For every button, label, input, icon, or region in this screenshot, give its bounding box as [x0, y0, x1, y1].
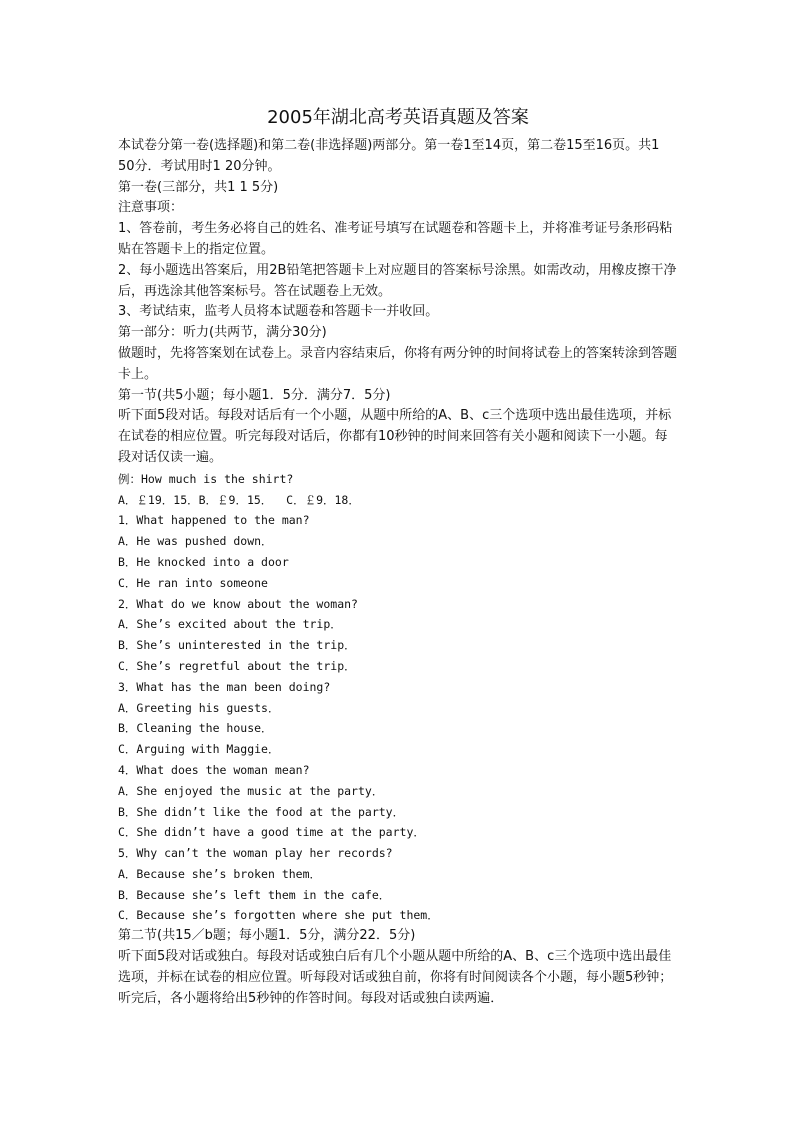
question-1-option-a: A．He was pushed down．: [118, 534, 273, 549]
question-5: 5．Why can’t the woman play her records?: [118, 846, 393, 861]
volume-1-heading: 第一卷(三部分，共1 1 5分): [118, 179, 279, 195]
question-2-option-b: B．She’s uninterested in the trip．: [118, 638, 356, 653]
example-options: A．￡19．15．B．￡9．15． C．￡9．18．: [118, 492, 360, 507]
question-5-option-c: C．Because she’s forgotten where she put them．: [118, 908, 439, 923]
question-1-option-c: C．He ran into someone: [118, 575, 268, 590]
question-1: 1．What happened to the man?: [118, 513, 310, 528]
question-2-option-c: C．She’s regretful about the trip．: [118, 658, 356, 673]
question-3: 3．What has the man been doing?: [118, 679, 331, 694]
question-4: 4．What does the woman mean?: [118, 762, 310, 777]
question-4-option-b: B．She didn’t like the food at the party．: [118, 804, 405, 819]
note-2: 2、每小题选出答案后，用2B铅笔把答题卡上对应题目的答案标号涂黑。如需改动，用橡皮擦干净后，再选涂其他答案标号。答在试题卷上无效。: [118, 262, 677, 299]
part-1-heading: 第一部分：听力(共两节，满分30分): [118, 325, 327, 341]
notes-heading: 注意事项：: [118, 200, 184, 216]
question-3-option-a: A．Greeting his guests．: [118, 700, 280, 715]
example-question: 例：How much is the shirt?: [118, 471, 294, 486]
question-4-option-a: A．She enjoyed the music at the party．: [118, 783, 384, 798]
section-1-instructions: 听下面5段对话。每段对话后有一个小题，从题中所给的A、B、c三个选项中选出最佳选项，并标在试卷的相应位置。听完每段对话后，你都有10秒钟的时间来回答有关小题和阅读下一小题。每段对话仅读一遍。: [118, 408, 672, 465]
question-3-option-b: B．Cleaning the house．: [118, 721, 273, 736]
question-5-option-b: B．Because she’s left them in the cafe．: [118, 887, 391, 902]
part-1-instructions: 做题时，先将答案划在试卷上。录音内容结束后，你将有两分钟的时间将试卷上的答案转涂到答题卡上。: [118, 345, 678, 382]
question-5-option-a: A．Because she’s broken them．: [118, 866, 322, 881]
intro-paragraph: 本试卷分第一卷(选择题)和第二卷(非选择题)两部分。第一卷1至14页，第二卷15至16页。共1 50分．考试用时1 20分钟。: [118, 138, 660, 174]
question-2-option-a: A．She’s excited about the trip．: [118, 617, 342, 632]
note-1: 1、答卷前，考生务必将自己的姓名、准考证号填写在试题卷和答题卡上，并将准考证号条形码粘贴在答题卡上的指定位置。: [118, 221, 673, 257]
question-1-option-b: B．He knocked into a door: [118, 554, 289, 569]
document-title: 2005年湖北高考英语真题及答案: [267, 107, 529, 128]
question-3-option-c: C．Arguing with Maggie．: [118, 742, 280, 757]
section-2-heading: 第二节(共15／b题；每小题1．5分，满分22．5分): [118, 928, 416, 944]
question-4-option-c: C．She didn’t have a good time at the party．: [118, 825, 425, 840]
note-3: 3、考试结束，监考人员将本试题卷和答题卡一并收回。: [118, 304, 439, 320]
section-1-heading: 第一节(共5小题；每小题1．5分．满分7．5分): [118, 387, 391, 403]
document-page: [118, 104, 678, 1009]
question-2: 2．What do we know about the woman?: [118, 596, 358, 611]
section-2-instructions: 听下面5段对话或独白。每段对话或独白后有几个小题从题中所给的A、B、c三个选项中选出最佳选项，并标在试卷的相应位置。听每段对话或独自前，你将有时间阅读各个小题，每小题5秒钟；听完后，各小题将给出5秒钟的作答时间。每段对话或独白读两遍．: [118, 949, 673, 1006]
